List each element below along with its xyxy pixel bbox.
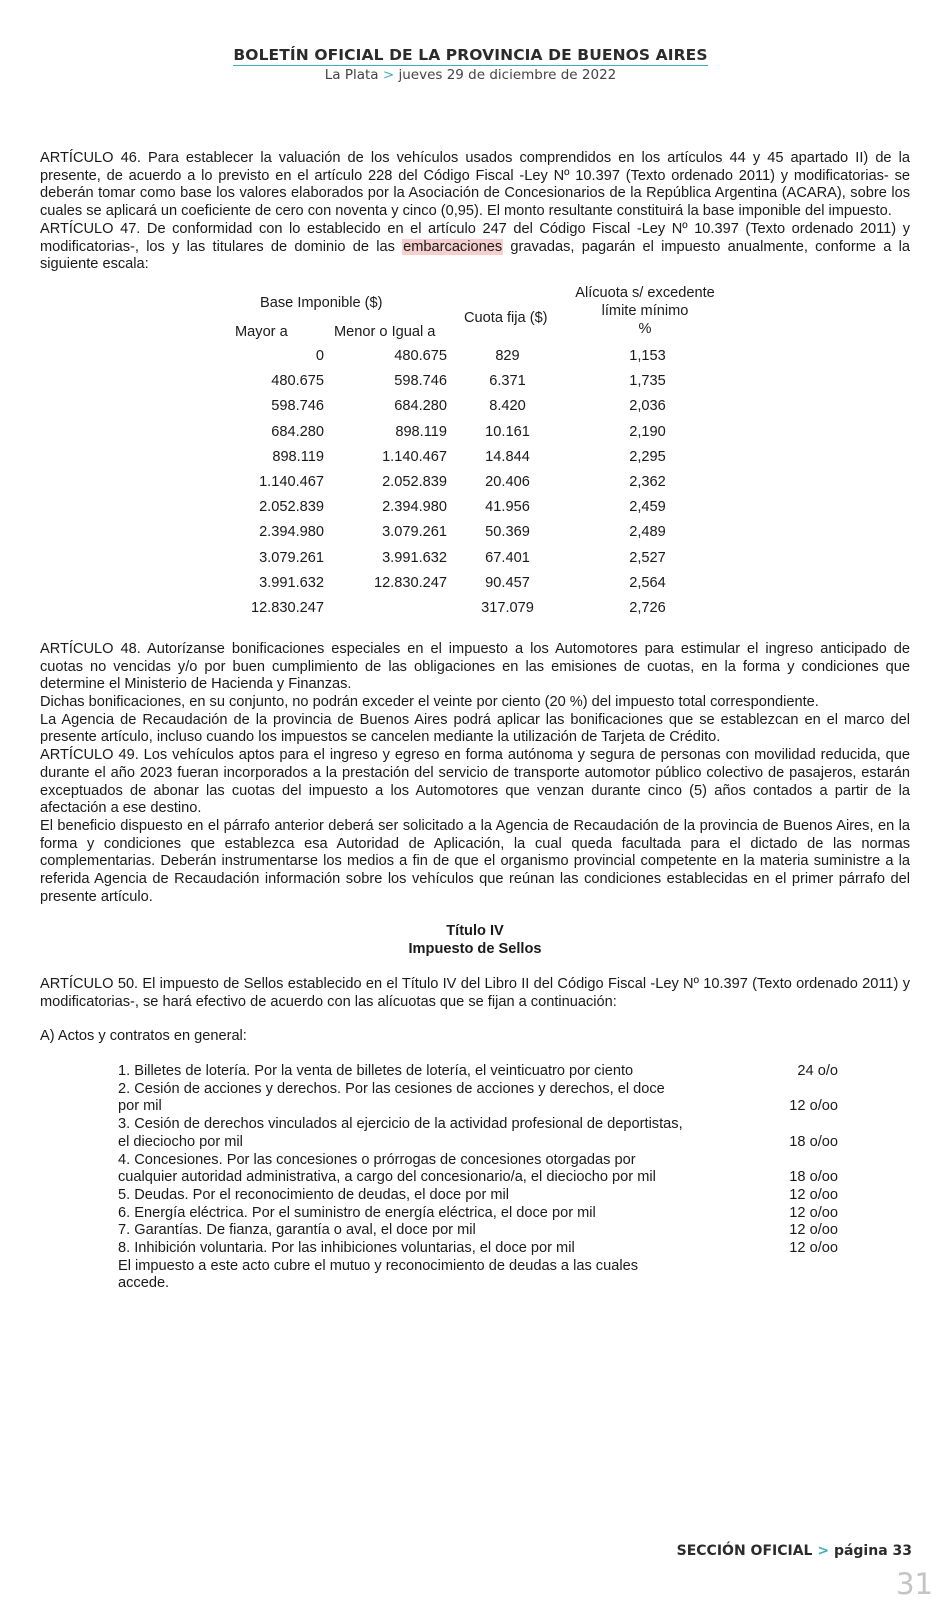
header-alicuota-1: Alícuota s/ excedente bbox=[575, 284, 715, 301]
act-rate: 24 o/o bbox=[797, 1062, 838, 1079]
act-text: 2. Cesión de acciones y derechos. Por las cesiones de acciones y derechos, el doce por mil bbox=[118, 1080, 665, 1115]
act-text: 1. Billetes de lotería. Por la venta de billetes de lotería, el veinticuatro por ciento bbox=[118, 1062, 634, 1079]
header-cuota-fija: Cuota fija ($) bbox=[464, 309, 548, 326]
title-impuesto-sellos: Impuesto de Sellos bbox=[408, 941, 542, 958]
act-item bbox=[118, 1081, 838, 1116]
subtitle-separator: > bbox=[382, 67, 395, 83]
header-alicuota-2: límite mínimo bbox=[601, 302, 689, 319]
act-text: 7. Garantías. De fianza, garantía o aval, el doce por mil bbox=[118, 1222, 476, 1239]
cell-cuota: 10.161 bbox=[485, 423, 530, 440]
bulletin-subtitle bbox=[0, 67, 941, 83]
act-text: 4. Concesiones. Por las concesiones o prórrogas de concesiones otorgadas por cualquier autoridad administrativa, a cargo del concesionario/a, el dieciocho por mil bbox=[118, 1151, 656, 1186]
cell-cuota: 41.956 bbox=[485, 499, 530, 516]
act-item bbox=[118, 1187, 838, 1205]
article-47 bbox=[40, 221, 910, 274]
cell-cuota: 6.371 bbox=[489, 373, 526, 390]
cell-alicuota: 2,295 bbox=[629, 448, 666, 465]
article-47-text-b: gravadas, pagarán el impuesto anualmente, conforme a la siguiente escala: bbox=[40, 238, 910, 273]
cell-cuota: 50.369 bbox=[485, 524, 530, 541]
cell-menor: 2.394.980 bbox=[382, 499, 447, 516]
cell-menor: 3.079.261 bbox=[382, 524, 447, 541]
footer-section: SECCIÓN OFICIAL bbox=[676, 1543, 813, 1559]
section-a-heading: A) Actos y contratos en general: bbox=[40, 1028, 247, 1045]
act-item bbox=[118, 1063, 838, 1081]
act-item bbox=[118, 1152, 838, 1187]
act-rate: 18 o/oo bbox=[789, 1169, 838, 1186]
article-48-p3: La Agencia de Recaudación de la provincia de Buenos Aires podrá aplicar las bonificaciones que se establezcan en el marco del presente artículo, incluso cuando los impuestos se cancelen mediante la utilización de Tarjeta de Crédito. bbox=[40, 711, 910, 746]
cell-cuota: 317.079 bbox=[481, 599, 534, 616]
act-rate: 12 o/oo bbox=[789, 1240, 838, 1257]
article-46: ARTÍCULO 46. Para establecer la valuación de los vehículos usados comprendidos en los artículos 44 y 45 apartado II) de la presente, de acuerdo a lo previsto en el artículo 228 del Código Fiscal -Ley Nº 10.397 (Texto ordenado 2011) y modificatorias- se deberán tomar como base los valores elaborados por la Asociación de Concesionarios de la República Argentina (ACARA), sobre los cuales se aplicará un coeficiente de cero con noventa y cinco (0,95). El monto resultante constituirá la base imponible del impuesto. bbox=[40, 150, 910, 220]
act-rate: 12 o/oo bbox=[789, 1222, 838, 1239]
page-footer bbox=[677, 1543, 912, 1559]
article-48-p1: ARTÍCULO 48. Autorízanse bonificaciones especiales en el impuesto a los Automotores para estimular el ingreso anticipado de cuotas no vencidas y/o por buen cumplimiento de las obligaciones en las emisiones de cuotas, en la forma y condiciones que determine el Ministerio de Hacienda y Finanzas. bbox=[40, 640, 910, 693]
cell-menor: 480.675 bbox=[394, 347, 447, 364]
cell-menor: 598.746 bbox=[394, 373, 447, 390]
footer-separator: > bbox=[817, 1543, 830, 1559]
cell-cuota: 67.401 bbox=[485, 549, 530, 566]
cell-alicuota: 1,735 bbox=[629, 373, 666, 390]
cell-alicuota: 2,036 bbox=[629, 398, 666, 415]
cell-mayor: 898.119 bbox=[272, 448, 324, 465]
cell-mayor: 1.140.467 bbox=[259, 473, 324, 490]
article-49-p1: ARTÍCULO 49. Los vehículos aptos para el ingreso y egreso en forma autónoma y segura de personas con movilidad reducida, que durante el año 2023 fueran incorporados a la prestación del servicio de transporte automotor público colectivo de pasajeros, estarán exceptuados de abonar las cuotas del impuesto a los Automotores que venzan durante cinco (5) años contados a partir de la afectación a ese destino. bbox=[40, 747, 910, 817]
cell-menor: 684.280 bbox=[394, 398, 447, 415]
cell-mayor: 2.052.839 bbox=[259, 499, 324, 516]
rate-table bbox=[40, 284, 910, 641]
cell-cuota: 20.406 bbox=[485, 473, 530, 490]
act-text: 3. Cesión de derechos vinculados al ejercicio de la actividad profesional de deportistas, el dieciocho por mil bbox=[118, 1116, 683, 1150]
acts-list bbox=[118, 1063, 838, 1293]
cell-alicuota: 2,362 bbox=[629, 473, 666, 490]
cell-alicuota: 2,489 bbox=[629, 524, 666, 541]
article-49-p2: El beneficio dispuesto en el párrafo anterior deberá ser solicitado a la Agencia de Recaudación de la provincia de Buenos Aires, en la forma y condiciones que establezca esa Autoridad de Aplicación, la cual queda facultada para el dictado de las normas complementarias. Deberán instrumentarse los medios a fin de que el organismo provincial competente en la materia suministre a la referida Agencia de Recaudación información sobre los vehículos que reúnan las condiciones establecidas en el primer párrafo del presente artículo. bbox=[40, 817, 910, 905]
cell-menor: 898.119 bbox=[395, 423, 447, 440]
act-item bbox=[118, 1222, 838, 1240]
header-base-imponible: Base Imponible ($) bbox=[260, 294, 383, 311]
act-rate: 12 o/oo bbox=[789, 1204, 838, 1221]
act-rate: 12 o/oo bbox=[789, 1098, 838, 1115]
issue-date: jueves 29 de diciembre de 2022 bbox=[398, 67, 617, 83]
city: La Plata bbox=[324, 67, 379, 83]
footer-page-label: página 33 bbox=[833, 1543, 912, 1559]
cell-cuota: 829 bbox=[495, 347, 520, 364]
cell-mayor: 3.079.261 bbox=[259, 549, 324, 566]
cell-mayor: 3.991.632 bbox=[259, 574, 324, 591]
cell-mayor: 480.675 bbox=[271, 373, 324, 390]
cell-mayor: 12.830.247 bbox=[250, 599, 324, 616]
acts-note-item bbox=[118, 1258, 838, 1293]
act-text: 5. Deudas. Por el reconocimiento de deudas, el doce por mil bbox=[118, 1186, 510, 1203]
act-text: 8. Inhibición voluntaria. Por las inhibiciones voluntarias, el doce por mil bbox=[118, 1240, 575, 1257]
act-item bbox=[118, 1116, 838, 1151]
cell-alicuota: 2,527 bbox=[629, 549, 666, 566]
header-alicuota-3: % bbox=[638, 320, 652, 337]
cell-mayor: 2.394.980 bbox=[259, 524, 324, 541]
cell-mayor: 598.746 bbox=[271, 398, 324, 415]
title-iv: Título IV bbox=[446, 923, 504, 940]
header-mayor-a: Mayor a bbox=[235, 323, 288, 340]
cell-menor: 1.140.467 bbox=[382, 448, 447, 465]
act-rate: 12 o/oo bbox=[789, 1186, 838, 1203]
cell-alicuota: 2,190 bbox=[629, 423, 666, 440]
article-48-p2: Dichas bonificaciones, en su conjunto, no podrán exceder el veinte por ciento (20 %) del impuesto total correspondiente. bbox=[40, 694, 819, 711]
cell-menor: 12.830.247 bbox=[373, 574, 447, 591]
article-47-text-a: ARTÍCULO 47. De conformidad con lo establecido en el artículo 247 del Código Fiscal -Ley Nº 10.397 (Texto ordenado 2011) y modificatorias-, los y las titulares de dominio de las bbox=[40, 220, 910, 255]
cell-cuota: 8.420 bbox=[489, 398, 526, 415]
page-header bbox=[0, 46, 941, 83]
document-body bbox=[40, 150, 910, 1293]
header-menor-igual: Menor o Igual a bbox=[334, 323, 436, 340]
cell-menor: 3.991.632 bbox=[382, 549, 447, 566]
cell-alicuota: 2,564 bbox=[629, 574, 666, 591]
article-50: ARTÍCULO 50. El impuesto de Sellos establecido en el Título IV del Libro II del Código Fiscal -Ley Nº 10.397 (Texto ordenado 2011) y modificatorias-, se hará efectivo de acuerdo con las alícuotas que se fijan a continuación: bbox=[40, 975, 910, 1010]
cell-alicuota: 2,726 bbox=[629, 599, 666, 616]
cell-cuota: 90.457 bbox=[485, 574, 530, 591]
cell-cuota: 14.844 bbox=[485, 448, 530, 465]
cell-alicuota: 2,459 bbox=[629, 499, 666, 516]
acts-note: El impuesto a este acto cubre el mutuo y reconocimiento de deudas a las cuales accede. bbox=[118, 1257, 638, 1292]
bulletin-title: BOLETÍN OFICIAL DE LA PROVINCIA DE BUENOS AIRES bbox=[233, 46, 708, 64]
cell-mayor: 684.280 bbox=[271, 423, 324, 440]
act-item bbox=[118, 1205, 838, 1223]
highlighted-term: embarcaciones bbox=[403, 238, 503, 255]
page-number: 31 bbox=[896, 1567, 933, 1601]
act-text: 6. Energía eléctrica. Por el suministro de energía eléctrica, el doce por mil bbox=[118, 1204, 596, 1221]
act-item bbox=[118, 1240, 838, 1258]
cell-mayor: 0 bbox=[315, 347, 324, 364]
cell-menor: 2.052.839 bbox=[382, 473, 447, 490]
act-rate: 18 o/oo bbox=[789, 1133, 838, 1150]
cell-alicuota: 1,153 bbox=[629, 347, 666, 364]
